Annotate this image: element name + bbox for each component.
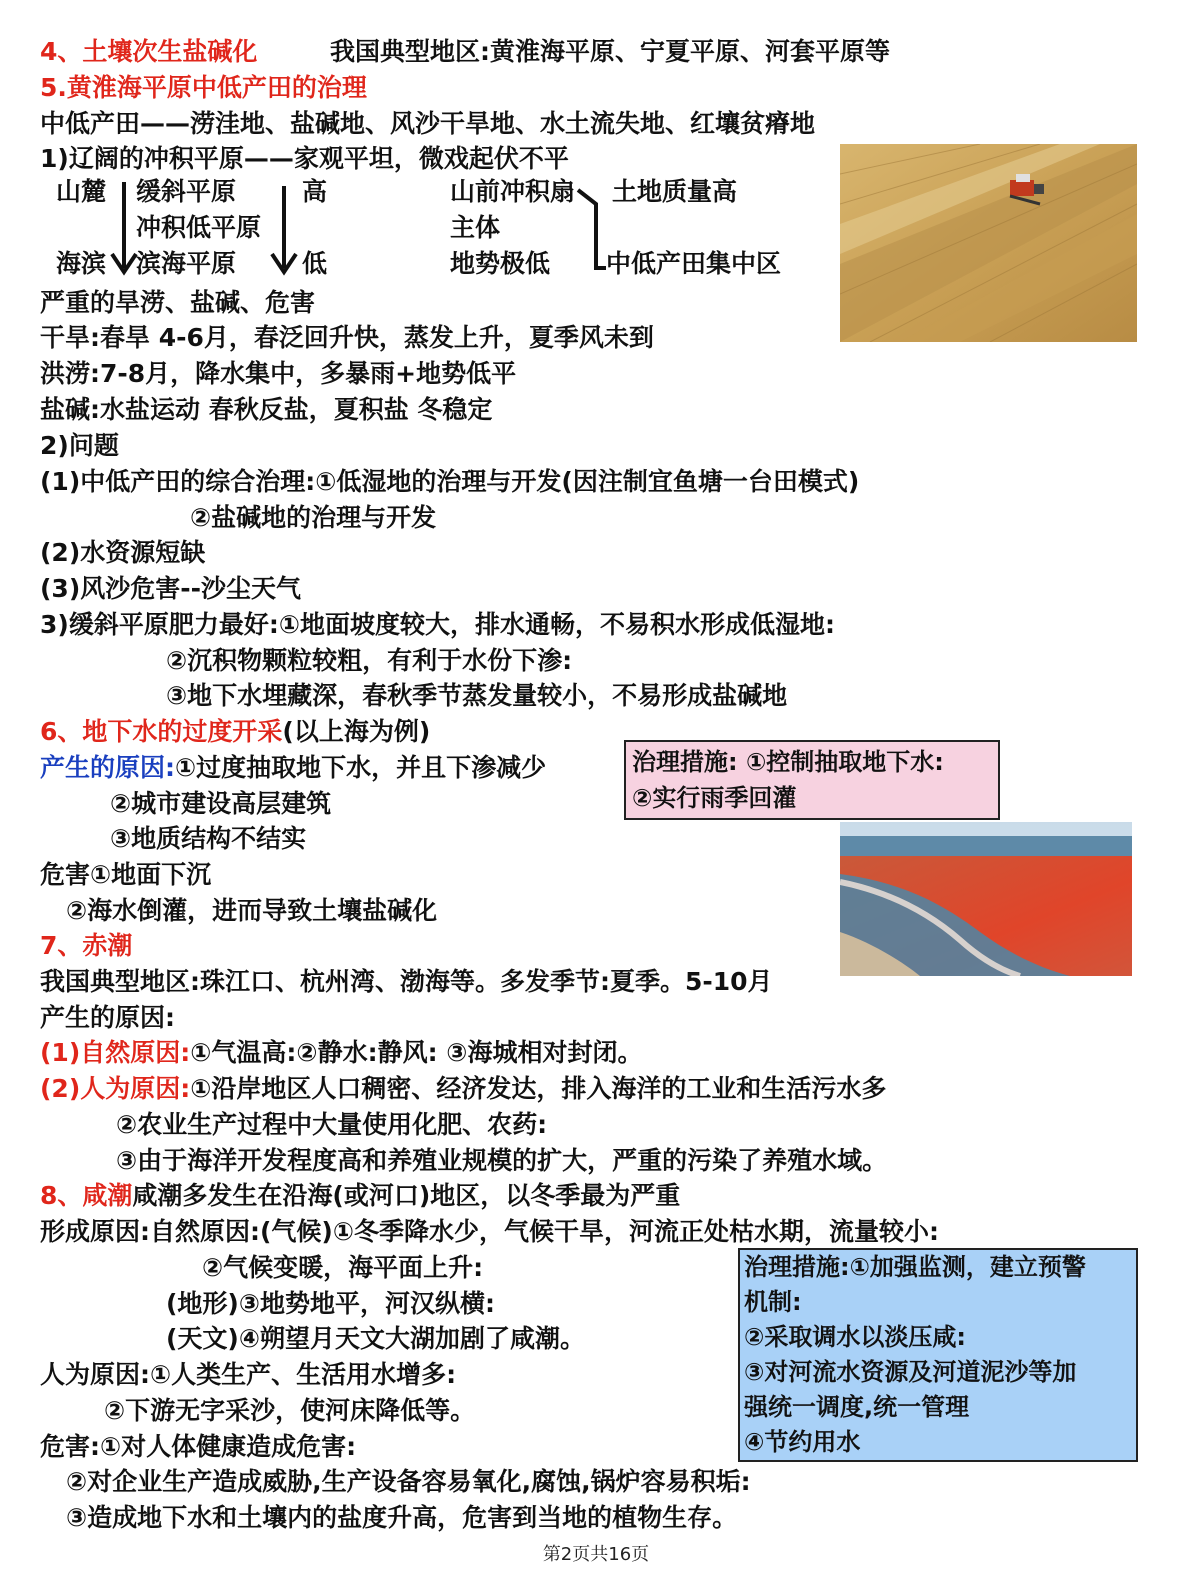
s8-box-line-1: 治理措施:①加强监测，建立预警 [744,1253,1086,1281]
page-footer: 第2页共16页 [542,1544,650,1565]
diagram-shanqian: 山前冲积扇 [450,177,576,206]
s5-line-4: 干旱:春旱 4-6月，春泛回升快，蒸发上升，夏季风未到 [40,323,654,352]
s8-line-1: 形成原因:自然原因:(气候)①冬季降水少，气候干旱，河流正处枯水期，流量较小: [40,1217,940,1246]
harvest-photo [840,144,1137,342]
s7-line-1: 我国典型地区:珠江口、杭州湾、渤海等。多发季节:夏季。5-10月 [40,967,773,996]
diagram-chongji: 冲积低平原 [136,213,262,242]
s7-human-label: (2)人为原因: [40,1074,191,1103]
s7-human-3: ③由于海洋开发程度高和养殖业规模的扩大，严重的污染了养殖水域。 [116,1146,888,1175]
section-4-title: 4、土壤次生盐碱化 [40,37,258,66]
s8-line-6: ②下游无字采沙，使河床降低等。 [104,1396,476,1425]
s8-box-line-6: ④节约用水 [744,1428,861,1456]
s6-measures-box [624,740,1000,820]
s7-human-line [40,1073,886,1105]
s5-line-1: 中低产田——涝洼地、盐碱地、风沙干旱地、水土流失地、红壤贫瘠地 [40,109,816,138]
s5-line-6: 盐碱:水盐运动 春秋反盐，夏积盐 冬稳定 [40,395,493,424]
s7-natural-text: ①气温高:②静水:静风: ③海城相对封闭。 [190,1038,643,1067]
s6-cause-label: 产生的原因: [40,753,175,782]
diagram-dishi: 地势极低 [450,249,551,278]
section-4-regions: 我国典型地区:黄淮海平原、宁夏平原、河套平原等 [330,37,890,66]
red-tide-photo [840,822,1132,976]
s7-line-2: 产生的原因: [40,1003,175,1032]
s8-line-4: (天文)④朔望月天文大湖加剧了咸潮。 [166,1324,586,1353]
diagram-haibin: 海滨 [56,249,107,278]
s8-line-2: ②气候变暖，海平面上升: [202,1253,484,1282]
s5-line-3: 严重的旱涝、盐碱、危害 [40,288,316,317]
s8-line-3: (地形)③地势地平，河汉纵横: [166,1289,496,1318]
section-6-title: 6、地下水的过度开采 [40,717,283,746]
bracket [578,190,606,268]
s5-line-7: 2)问题 [40,431,119,460]
s7-human-2: ②农业生产过程中大量使用化肥、农药: [116,1110,548,1139]
section-8-title-suffix: 咸潮多发生在沿海(或河口)地区，以冬季最为严重 [132,1181,681,1210]
s7-natural-line [40,1037,642,1069]
section-7-title: 7、赤潮 [40,931,133,960]
s6-box-line-2: ②实行雨季回灌 [632,784,797,812]
s6-cause-2: ②城市建设高层建筑 [110,789,332,818]
diagram-tudi: 土地质量高 [612,177,738,206]
s6-cause-3: ③地质结构不结实 [110,824,307,853]
diagram-zhongdi: 中低产田集中区 [606,249,782,278]
s5-line-9: ②盐碱地的治理与开发 [190,503,437,532]
diagram-shanlu: 山麓 [56,177,107,206]
s8-line-8: ②对企业生产造成威胁,生产设备容易氧化,腐蚀,锅炉容易积垢: [66,1467,751,1496]
s6-box-line-1: 治理措施: ①控制抽取地下水: [632,748,944,776]
section-5-title: 5.黄淮海平原中低产田的治理 [40,73,367,102]
section-8-title: 8、咸潮 [40,1181,133,1210]
diagram-huanxie: 缓斜平原 [136,177,237,206]
s7-natural-label: (1)自然原因: [40,1038,191,1067]
s8-measures-box [738,1248,1138,1462]
s8-line-9: ③造成地下水和土壤内的盐度升高，危害到当地的植物生存。 [66,1503,738,1532]
s5-line-11: (3)风沙危害--沙尘天气 [40,574,301,603]
diagram-di: 低 [302,249,328,278]
s8-box-line-2: 机制: [744,1288,802,1316]
s8-box-line-3: ②采取调水以淡压咸: [744,1323,966,1351]
s5-line-14: ③地下水埋藏深，春秋季节蒸发量较小，不易形成盐碱地 [166,681,788,710]
s8-box-line-4: ③对河流水资源及河道泥沙等加 [744,1358,1077,1386]
s5-line-5: 洪涝:7-8月，降水集中，多暴雨+地势低平 [40,359,517,388]
section-8-heading [40,1180,680,1212]
s5-line-13: ②沉积物颗粒较粗，有利于水份下渗: [166,646,573,675]
s5-line-8: (1)中低产田的综合治理:①低湿地的治理与开发(因注制宜鱼塘一台田模式) [40,467,860,496]
s5-line-12: 3)缓斜平原肥力最好:①地面坡度较大，排水通畅，不易积水形成低湿地: [40,610,835,639]
s8-line-7: 危害:①对人体健康造成危害: [40,1432,357,1461]
section-6-title-suffix: (以上海为例) [282,717,431,746]
section-6-heading [40,716,430,748]
s6-harm-2: ②海水倒灌，进而导致土壤盐碱化 [66,896,438,925]
diagram-gao: 高 [302,177,328,206]
diagram-zhuti: 主体 [450,213,501,242]
s6-cause-line [40,752,546,784]
s6-cause-1: ①过度抽取地下水，并且下渗减少 [175,753,547,782]
diagram-binhai: 滨海平原 [136,249,237,278]
s8-line-5: 人为原因:①人类生产、生活用水增多: [40,1360,457,1389]
s5-line-2: 1)辽阔的冲积平原——家观平坦，微戏起伏不平 [40,144,569,173]
s5-line-10: (2)水资源短缺 [40,538,206,567]
s6-harm-1: 危害①地面下沉 [40,860,212,889]
s8-box-line-5: 强统一调度,统一管理 [744,1393,970,1421]
s7-human-text: ①沿岸地区人口稠密、经济发达，排入海洋的工业和生活污水多 [190,1074,887,1103]
